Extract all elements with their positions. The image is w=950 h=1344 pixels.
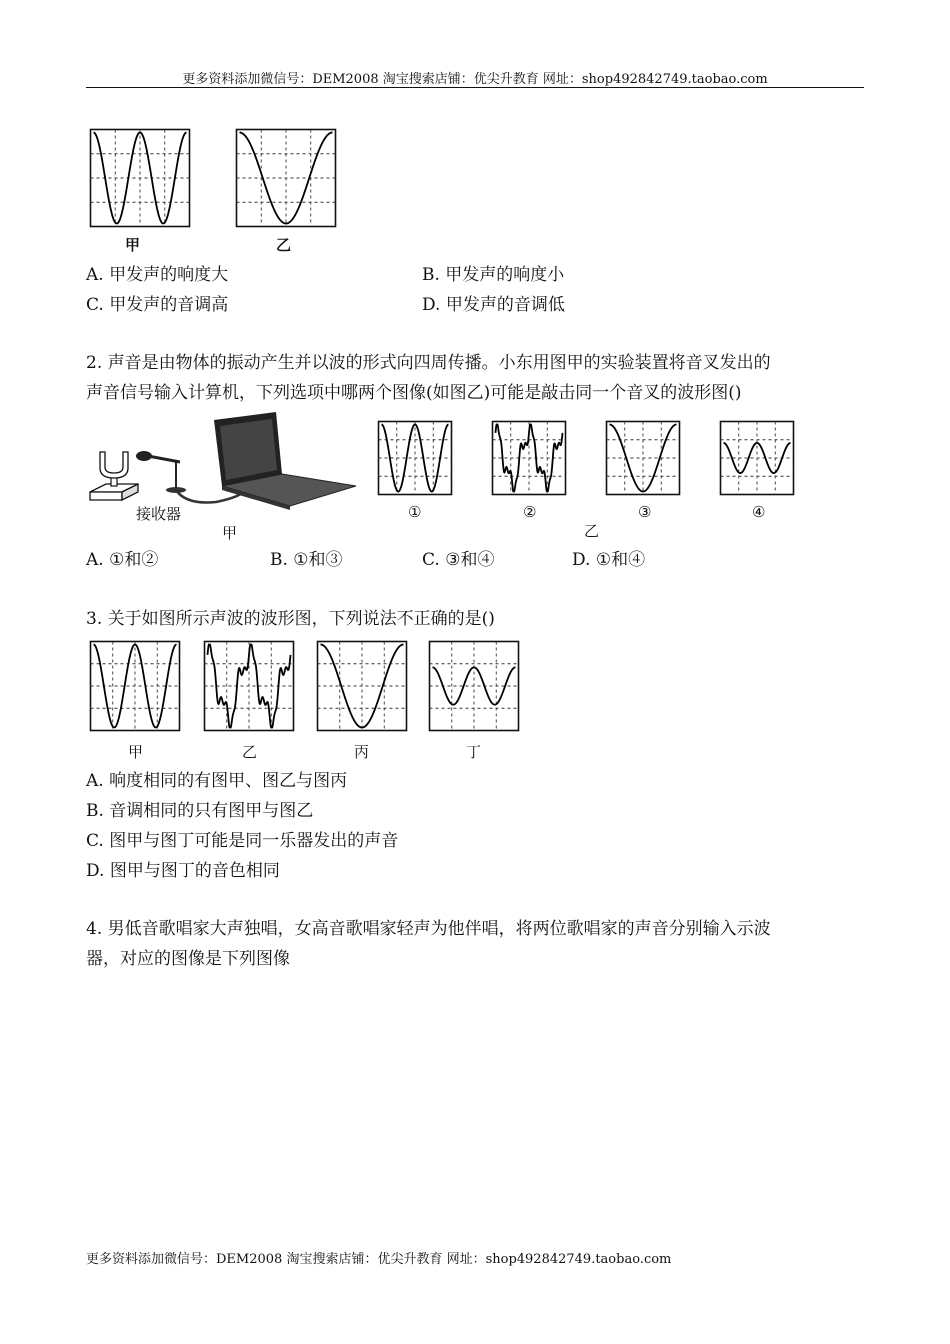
figure-label-jia: 甲 bbox=[128, 743, 144, 761]
option-d: D. 图甲与图丁的音色相同 bbox=[86, 861, 280, 881]
question-2-stem-cont: 声音信号输入计算机，下列选项中哪两个图像(如图乙)可能是敲击同一个音叉的波形图() bbox=[86, 383, 742, 403]
wave-label-3: ③ bbox=[638, 503, 652, 521]
waveform-4 bbox=[719, 420, 795, 496]
page-header: 更多资料添加微信号：DEM2008 淘宝搜索店铺：优尖升教育 网址：shop492842749.taobao.com bbox=[182, 72, 768, 87]
option-c: C. 图甲与图丁可能是同一乐器发出的声音 bbox=[86, 831, 399, 851]
wave-label-2: ② bbox=[523, 503, 537, 521]
figure-label-jia: 甲 bbox=[125, 236, 141, 254]
wave-label-1: ① bbox=[408, 503, 422, 521]
page-footer: 更多资料添加微信号：DEM2008 淘宝搜索店铺：优尖升教育 网址：shop492842749.taobao.com bbox=[86, 1252, 672, 1267]
waveform-2 bbox=[491, 420, 567, 496]
waveform-jia bbox=[89, 640, 181, 732]
option-c: C. 甲发声的音调高 bbox=[86, 295, 229, 315]
wave-label-4: ④ bbox=[752, 503, 766, 521]
option-a: A. ①和② bbox=[86, 550, 159, 570]
question-3-stem: 3. 关于如图所示声波的波形图，下列说法不正确的是() bbox=[86, 609, 495, 629]
waveform-jia bbox=[89, 128, 191, 228]
question-4-stem: 4. 男低音歌唱家大声独唱，女高音歌唱家轻声为他伴唱，将两位歌唱家的声音分别输入示波 bbox=[86, 919, 771, 939]
figure-label-yi-2: 乙 bbox=[584, 522, 600, 540]
option-c: C. ③和④ bbox=[422, 550, 495, 570]
header-rule bbox=[86, 87, 864, 88]
figure-label-jia-2: 甲 bbox=[222, 524, 238, 542]
option-d: D. 甲发声的音调低 bbox=[422, 295, 565, 315]
tuning-fork-apparatus-illustration bbox=[86, 410, 358, 510]
option-b: B. 音调相同的只有图甲与图乙 bbox=[86, 801, 314, 821]
waveform-bing bbox=[316, 640, 408, 732]
waveform-ding bbox=[428, 640, 520, 732]
figure-label-ding: 丁 bbox=[466, 743, 482, 761]
question-2-stem: 2. 声音是由物体的振动产生并以波的形式向四周传播。小东用图甲的实验装置将音叉发出的 bbox=[86, 353, 771, 373]
option-b: B. ①和③ bbox=[270, 550, 343, 570]
option-a: A. 甲发声的响度大 bbox=[86, 265, 229, 285]
option-b: B. 甲发声的响度小 bbox=[422, 265, 565, 285]
waveform-yi bbox=[203, 640, 295, 732]
waveform-1 bbox=[377, 420, 453, 496]
receiver-label: 接收器 bbox=[136, 505, 182, 523]
option-d: D. ①和④ bbox=[572, 550, 646, 570]
figure-label-bing: 丙 bbox=[354, 743, 370, 761]
waveform-3 bbox=[605, 420, 681, 496]
option-a: A. 响度相同的有图甲、图乙与图丙 bbox=[86, 771, 348, 791]
figure-label-yi: 乙 bbox=[242, 743, 258, 761]
waveform-yi bbox=[235, 128, 337, 228]
figure-label-yi: 乙 bbox=[276, 236, 292, 254]
question-4-stem-cont: 器，对应的图像是下列图像 bbox=[86, 949, 290, 969]
